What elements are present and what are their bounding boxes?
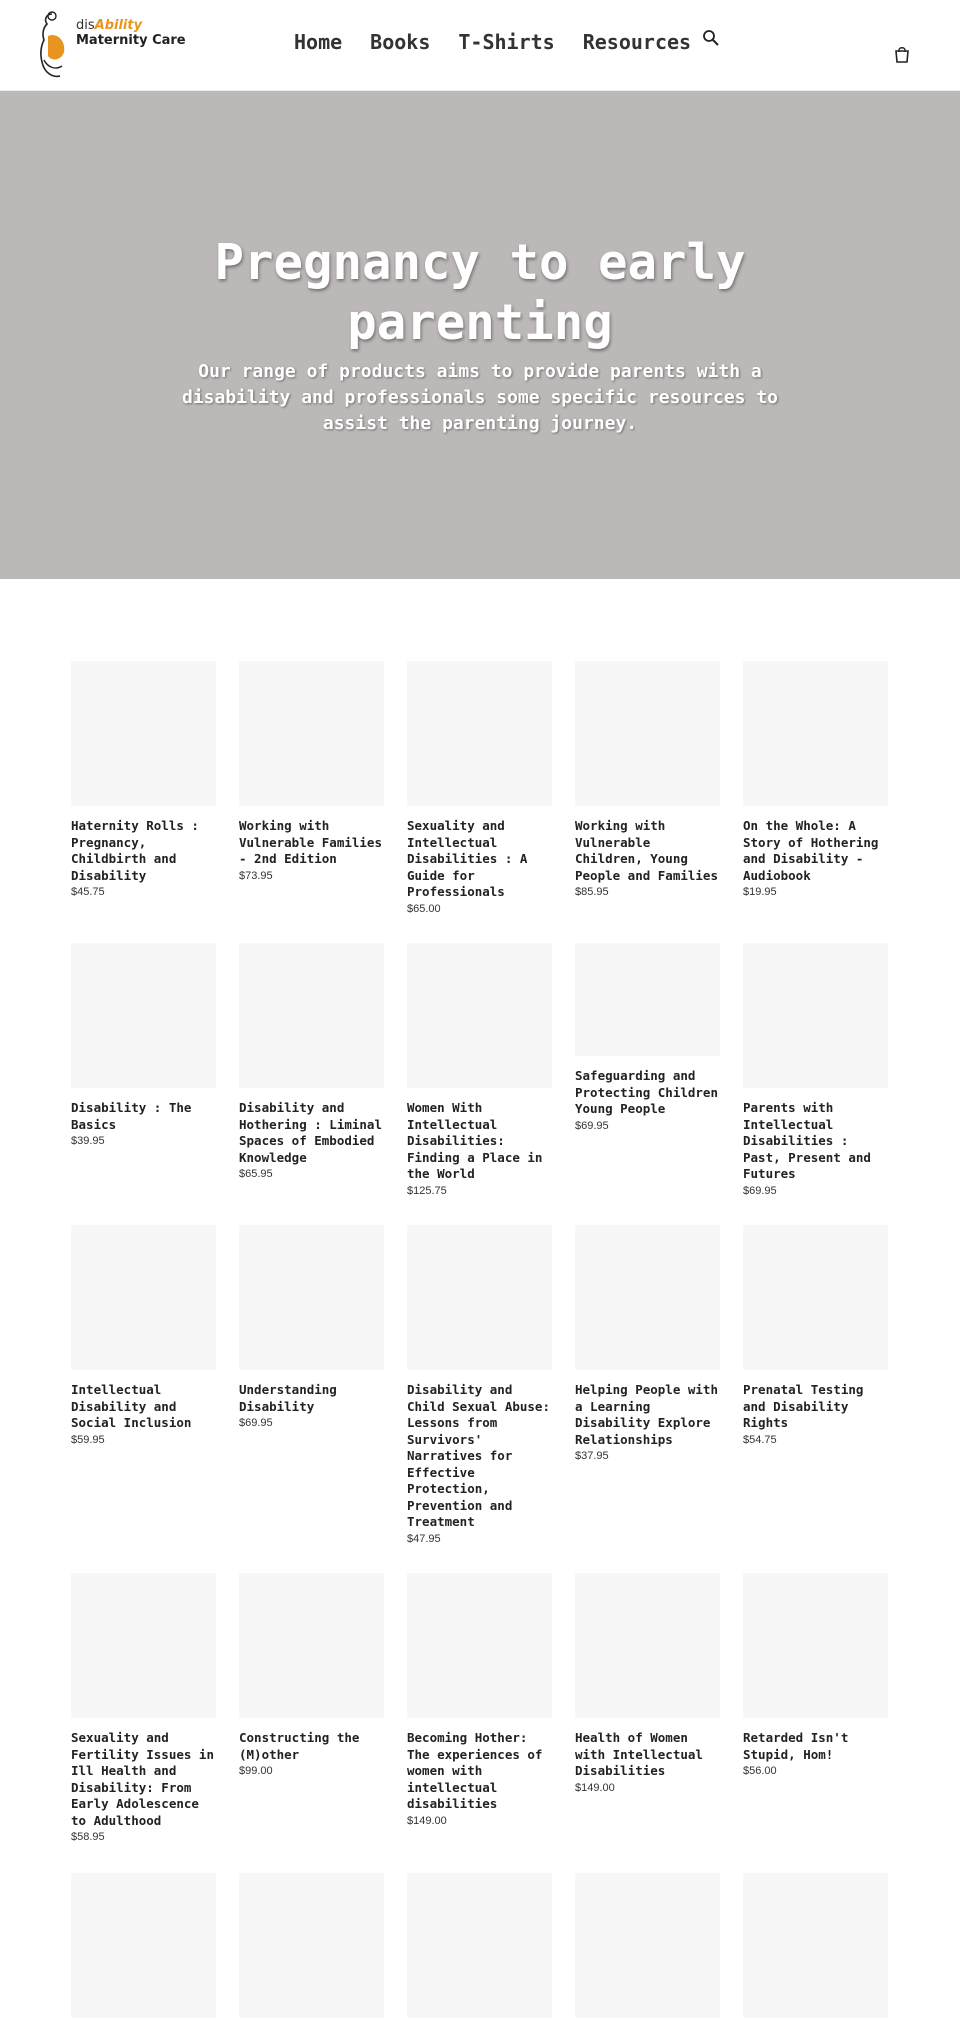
product-image[interactable]	[743, 661, 888, 806]
product-price: $69.95	[239, 1417, 273, 1429]
product-price: $65.00	[407, 902, 441, 915]
product-image[interactable]	[407, 1573, 552, 1718]
cart-icon[interactable]	[894, 46, 910, 67]
product-image[interactable]	[743, 1225, 888, 1370]
product-title[interactable]: Working with Vulnerable Families - 2nd Edition	[239, 818, 382, 866]
product-price: $69.95	[575, 1119, 609, 1132]
product-price: $85.95	[575, 886, 609, 898]
product-card[interactable]	[71, 661, 216, 943]
product-title[interactable]: Health of Women with Intellectual Disabilities	[575, 1730, 703, 1778]
hero-title: Pregnancy to early parenting	[214, 234, 746, 351]
product-image[interactable]	[71, 1573, 216, 1718]
product-title[interactable]: Prenatal Testing and Disability Rights	[743, 1382, 864, 1430]
product-card[interactable]	[407, 1225, 552, 1573]
product-image[interactable]	[575, 1573, 720, 1718]
product-image[interactable]	[407, 661, 552, 806]
product-card[interactable]	[239, 1873, 384, 2018]
product-price: $45.75	[71, 886, 105, 898]
product-title[interactable]: Haternity Rolls : Pregnancy, Childbirth and Disability	[71, 818, 199, 883]
product-title[interactable]: Constructing the (M)other	[239, 1730, 360, 1762]
product-card[interactable]	[71, 943, 216, 1225]
product-card[interactable]	[575, 1225, 720, 1573]
product-title[interactable]: Helping People with a Learning Disability Explore Relationships	[575, 1382, 718, 1447]
product-image[interactable]	[743, 1873, 888, 2018]
product-price: $149.00	[575, 1781, 615, 1794]
product-row	[71, 661, 891, 943]
product-card[interactable]	[743, 943, 888, 1225]
nav-t-shirts[interactable]: T-Shirts	[458, 30, 555, 54]
product-title[interactable]: Disability : The Basics	[71, 1100, 192, 1132]
product-price: $69.95	[743, 1184, 777, 1197]
nav-resources[interactable]: Resources	[582, 30, 692, 54]
nav-home[interactable]: Home	[294, 30, 343, 54]
product-card[interactable]	[239, 1225, 384, 1573]
product-title[interactable]: Sexuality and Intellectual Disabilities : A Guide for Professionals	[407, 818, 528, 899]
product-row	[71, 943, 891, 1225]
product-image[interactable]	[239, 1573, 384, 1718]
product-price: $65.95	[239, 1168, 273, 1180]
product-card[interactable]	[575, 661, 720, 943]
product-price: $73.95	[239, 869, 273, 882]
product-row	[71, 1573, 891, 1873]
product-card[interactable]	[743, 1225, 888, 1573]
product-card[interactable]	[743, 1573, 888, 1873]
product-title[interactable]: Parents with Intellectual Disabilities : Past, Present and Futures	[743, 1100, 871, 1181]
main-nav	[280, 30, 705, 54]
product-image[interactable]	[743, 943, 888, 1088]
site-header	[0, 0, 960, 91]
product-card[interactable]	[743, 661, 888, 943]
hero-subtitle: Our range of products aims to provide parents with a disability and professionals some specific resources to assist the parenting journey.	[181, 361, 779, 434]
product-price: $56.00	[743, 1765, 777, 1777]
search-icon[interactable]	[702, 29, 720, 51]
product-title[interactable]: Intellectual Disability and Social Inclusion	[71, 1382, 192, 1430]
logo-prefix: dis	[76, 18, 95, 33]
product-price: $59.95	[71, 1433, 105, 1446]
product-card[interactable]	[575, 1873, 720, 2018]
product-price: $19.95	[743, 886, 777, 898]
product-card[interactable]	[575, 943, 720, 1225]
logo-accent: Ability	[94, 18, 143, 33]
product-price: $58.95	[71, 1831, 105, 1843]
product-price: $99.00	[239, 1765, 273, 1777]
product-card[interactable]	[71, 1225, 216, 1573]
product-image[interactable]	[239, 1225, 384, 1370]
product-price: $47.95	[407, 1532, 441, 1545]
hero-banner	[0, 91, 960, 579]
product-card[interactable]	[407, 943, 552, 1225]
logo-subtitle: Maternity Care	[76, 33, 186, 48]
product-card[interactable]	[71, 1573, 216, 1873]
product-image[interactable]	[239, 943, 384, 1088]
mother-logo-icon	[38, 10, 72, 80]
product-card[interactable]	[239, 1573, 384, 1873]
product-image[interactable]	[407, 943, 552, 1088]
product-price: $39.95	[71, 1135, 105, 1147]
product-title[interactable]: Safeguarding and Protecting Children Young People	[575, 1068, 718, 1116]
product-price: $125.75	[407, 1184, 447, 1197]
product-image[interactable]	[743, 1573, 888, 1718]
product-card[interactable]	[407, 1873, 552, 2018]
product-image[interactable]	[575, 1225, 720, 1370]
product-image[interactable]	[239, 661, 384, 806]
site-logo[interactable]	[38, 10, 186, 80]
product-image[interactable]	[71, 1873, 216, 2018]
product-image[interactable]	[239, 1873, 384, 2018]
product-row-partial	[71, 1873, 891, 2018]
product-image[interactable]	[71, 943, 216, 1088]
product-row	[71, 1225, 891, 1573]
product-card[interactable]	[407, 661, 552, 943]
product-grid	[71, 661, 891, 2018]
product-title[interactable]: Disability and Hothering : Liminal Spaces of Embodied Knowledge	[239, 1100, 382, 1165]
product-card[interactable]	[239, 661, 384, 943]
product-title[interactable]: Understanding Disability	[239, 1382, 337, 1414]
product-price: $37.95	[575, 1450, 609, 1462]
product-card[interactable]	[575, 1573, 720, 1873]
product-title[interactable]: On the Whole: A Story of Hothering and Disability - Audiobook	[743, 818, 879, 883]
product-price: $54.75	[743, 1433, 777, 1446]
product-card[interactable]	[743, 1873, 888, 2018]
product-card[interactable]	[407, 1573, 552, 1873]
product-title[interactable]: Sexuality and Fertility Issues in Ill Health and Disability: From Early Adolescence to Adulthood	[71, 1730, 214, 1828]
product-title[interactable]: Disability and Child Sexual Abuse: Lessons from Survivors' Narratives for Effective Protection, Prevention and Treatment	[407, 1382, 550, 1529]
product-title[interactable]: Retarded Isn't Stupid, Hom!	[743, 1730, 849, 1762]
product-image[interactable]	[71, 1225, 216, 1370]
product-image[interactable]	[407, 1225, 552, 1370]
product-image[interactable]	[71, 661, 216, 806]
product-image[interactable]	[407, 1873, 552, 2018]
product-title[interactable]: Becoming Hother: The experiences of women with intellectual disabilities	[407, 1730, 543, 1811]
product-title[interactable]: Women With Intellectual Disabilities: Finding a Place in the World	[407, 1100, 543, 1181]
product-image[interactable]	[575, 661, 720, 806]
product-price: $149.00	[407, 1814, 447, 1827]
product-card[interactable]	[239, 943, 384, 1225]
product-title[interactable]: Working with Vulnerable Children, Young People and Families	[575, 818, 718, 883]
product-image[interactable]	[575, 943, 720, 1056]
product-card[interactable]	[71, 1873, 216, 2018]
nav-books[interactable]: Books	[370, 30, 431, 54]
product-image[interactable]	[575, 1873, 720, 2018]
